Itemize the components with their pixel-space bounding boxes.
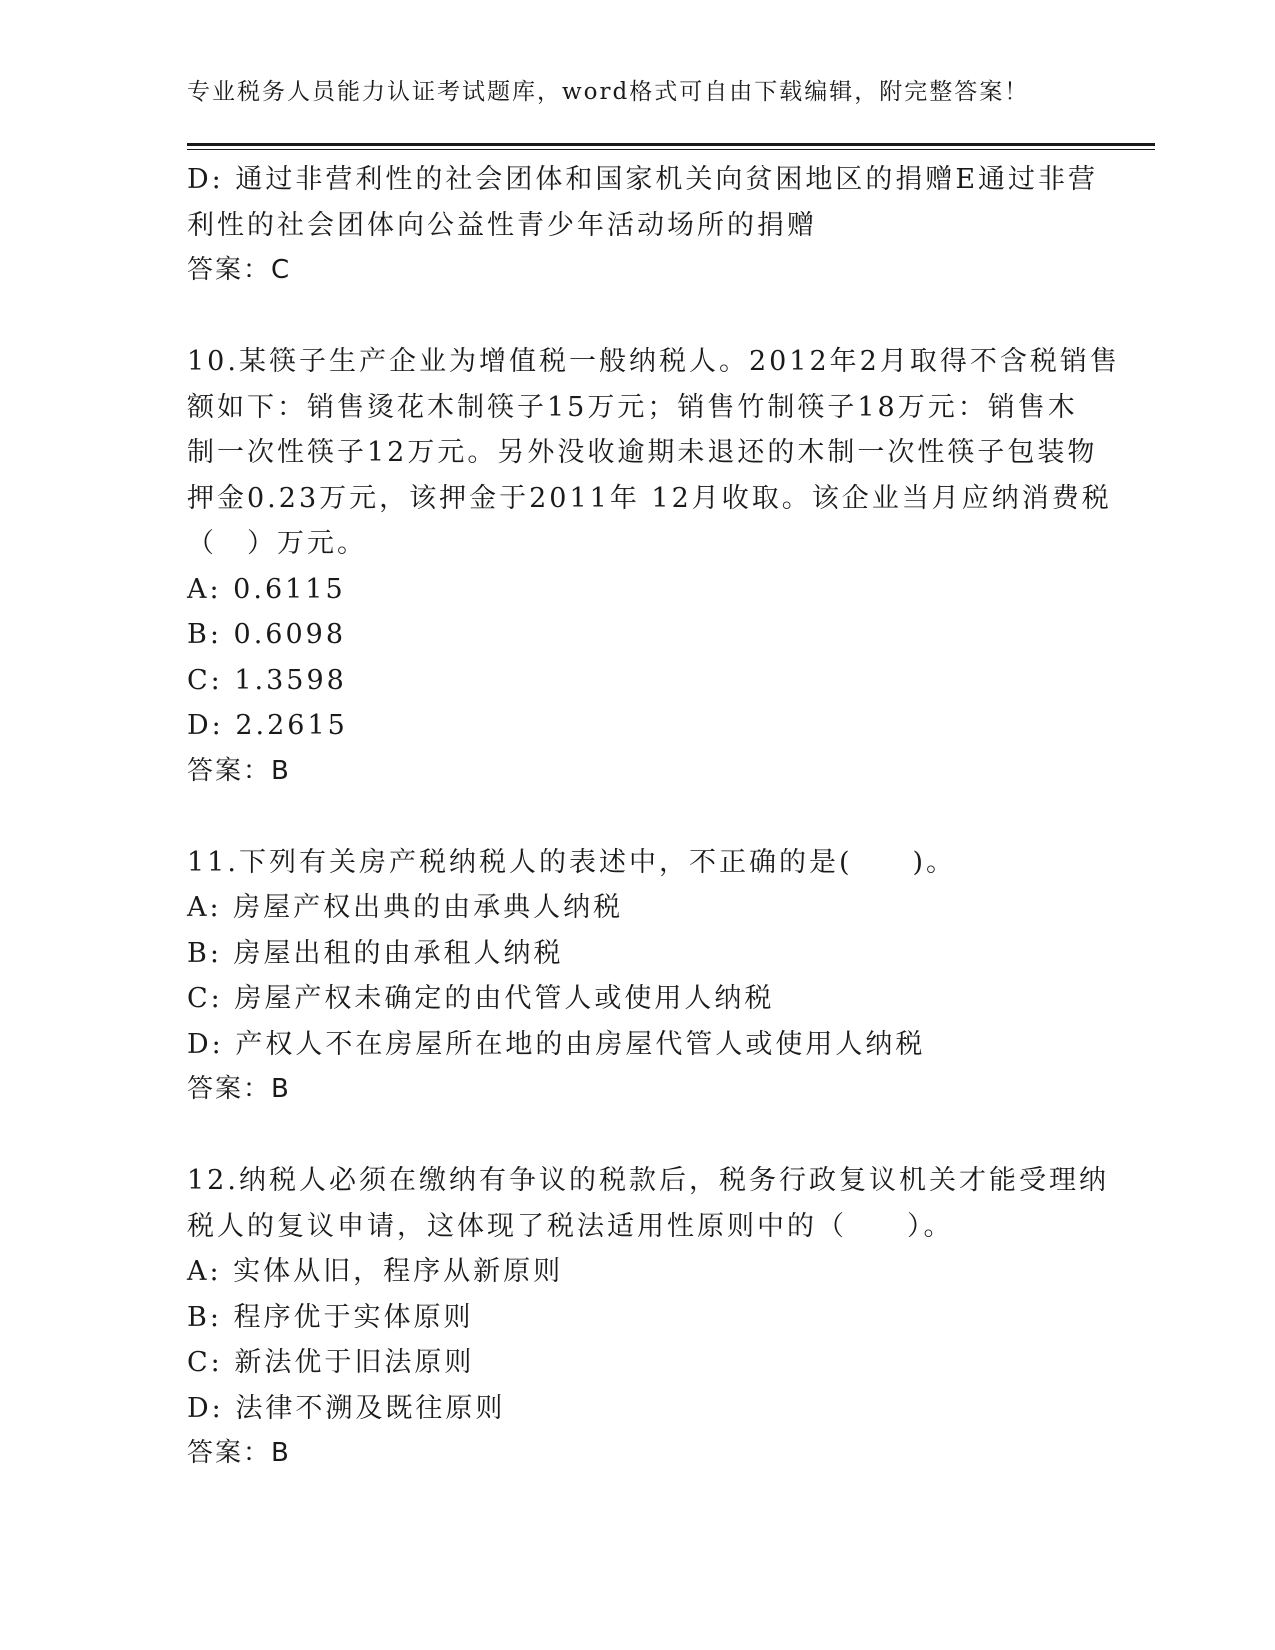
option-c: C: 房屋产权未确定的由代管人或使用人纳税 — [187, 983, 775, 1014]
answer-line: 答案：B — [187, 1074, 291, 1104]
question-stem-line: 押金0.23万元，该押金于2011年 12月收取。该企业当月应纳消费税 — [187, 482, 1112, 514]
answer-line: 答案：C — [187, 255, 292, 285]
option-a: A: 0.6115 — [187, 573, 346, 605]
question-line: D: 通过非营利性的社会团体和国家机关向贫困地区的捐赠E通过非营 — [187, 164, 1099, 195]
question-block — [187, 157, 1099, 294]
question-stem-line: （ ）万元。 — [187, 528, 367, 559]
block-spacer — [187, 1113, 1087, 1159]
question-block — [187, 840, 1087, 1113]
answer-line: 答案：B — [187, 755, 291, 786]
answer-line: 答案：B — [187, 1438, 291, 1468]
question-stem-line: 额如下：销售烫花木制筷子15万元；销售竹制筷子18万元：销售木 — [187, 391, 1078, 423]
block-spacer — [187, 294, 1087, 340]
option-a: A: 房屋产权出典的由承典人纳税 — [187, 892, 624, 923]
question-line: 利性的社会团体向公益性青少年活动场所的捐赠 — [187, 209, 817, 241]
page-header: 专业税务人员能力认证考试题库，word格式可自由下载编辑，附完整答案！ — [187, 79, 1030, 105]
option-a: A: 实体从旧，程序从新原则 — [187, 1256, 564, 1287]
option-c: C: 1.3598 — [187, 664, 347, 696]
option-d: D: 产权人不在房屋所在地的由房屋代管人或使用人纳税 — [187, 1028, 926, 1060]
question-block — [187, 339, 1120, 794]
option-b: B: 房屋出租的由承租人纳税 — [187, 937, 564, 969]
block-spacer — [187, 794, 1087, 840]
option-c: C: 新法优于旧法原则 — [187, 1347, 475, 1378]
question-stem-line: 制一次性筷子12万元。另外没收逾期未退还的木制一次性筷子包装物 — [187, 437, 1098, 468]
question-stem-line: 11.下列有关房产税纳税人的表述中，不正确的是( )。 — [187, 846, 957, 878]
header-divider — [187, 143, 1155, 146]
document-body — [187, 157, 1120, 1477]
option-d: D: 法律不溯及既往原则 — [187, 1392, 506, 1424]
option-b: B: 程序优于实体原则 — [187, 1301, 474, 1333]
question-stem-line: 10.某筷子生产企业为增值税一般纳税人。2012年2月取得不含税销售 — [187, 346, 1120, 377]
question-stem-line: 税人的复议申请，这体现了税法适用性原则中的（ ）。 — [187, 1210, 954, 1242]
option-d: D: 2.2615 — [187, 710, 348, 741]
option-b: B: 0.6098 — [187, 619, 346, 650]
question-stem-line: 12.纳税人必须在缴纳有争议的税款后，税务行政复议机关才能受理纳 — [187, 1165, 1109, 1196]
question-block — [187, 1158, 1109, 1477]
header-divider-thin — [187, 149, 1155, 150]
